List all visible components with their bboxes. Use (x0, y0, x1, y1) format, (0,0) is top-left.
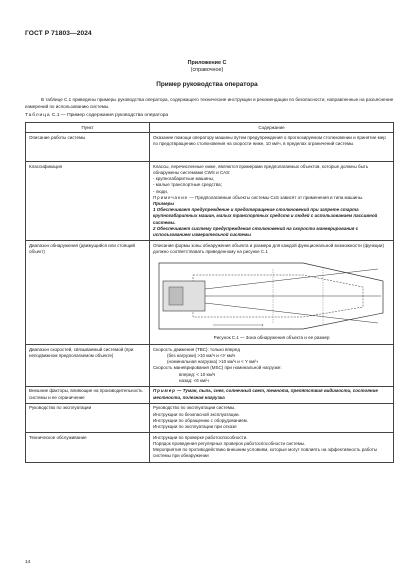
content-line: назад: <6 км/ч (179, 377, 209, 383)
table-row (26, 241, 394, 345)
table-caption-text: С.1 — Пример содержания руководства оператора (51, 113, 169, 118)
column-header-item: Пункт (26, 123, 150, 133)
operator-manual-table (25, 122, 394, 463)
table-row (26, 162, 394, 241)
intro-paragraph: В таблице С.1 приведены примеры руководства оператора, содержащего технические инструкции и рекомендации по безопасности, направленные на разъяснение измерений по использованию системы. (25, 97, 394, 109)
detection-zone-diagram (153, 259, 387, 333)
row-content (150, 403, 394, 432)
row-item: Внешние факторы, влияющие на производительность системы и ее ограничение (26, 386, 150, 403)
table-caption (25, 113, 168, 118)
standard-header: ГОСТ Р 71803—2024 (25, 30, 92, 37)
content-line: - крупногабаритные машины, (153, 176, 215, 182)
page-number: 14 (25, 560, 31, 565)
row-content (150, 386, 394, 403)
table-row (26, 133, 394, 162)
table-caption-label: Таблица (25, 113, 51, 118)
row-content (150, 162, 394, 241)
beam-line (205, 303, 378, 323)
content-line: Классы, перечисленные ниже, являются примерами предполагаемых объектов, которые должны быть обнаружены системами CWS и CAS: (153, 163, 369, 175)
content-line: вперед: < 10 км/ч (179, 371, 216, 377)
content-line: (номинальная нагрузка) >10 км/ч и < Y км/ч (167, 359, 258, 365)
content-line: - люди. (153, 188, 169, 194)
content-line: Скорость маневрирования (MSC) при номинальной нагрузке: (153, 365, 282, 371)
row-item: Классификация (26, 162, 150, 241)
content-line: Инструкции по безопасной эксплуатации. (153, 411, 240, 417)
appendix-note: (справочное) (190, 67, 224, 73)
content-line: - малые транспортные средства; (153, 182, 222, 188)
table-row (26, 345, 394, 387)
beam-line (205, 269, 378, 289)
note-label: Примечание (153, 194, 189, 200)
row-item: Техническое обслуживание (26, 433, 150, 462)
appendix-title: Приложение С (187, 60, 227, 66)
row-content: Оказание помощи оператору машины путем предупреждения о прогнозируемом столкновении и принятие мер по предотвращению столкновения на скорости ниже, 10 км/ч, в пределах ограничений системы (150, 133, 394, 162)
row-item: Описание работы системы (26, 133, 150, 162)
content-line: Инструкции по эксплуатации при отказе (153, 423, 237, 429)
example-item: 1 Обеспечивает предупреждение и предотвращение столкновений при запрете старта крупногабаритных машин, малых транспортных средств и людей с использованием пассивной системы. (153, 207, 378, 225)
appendix-heading: Пример руководства оператора (156, 81, 258, 88)
table-row (26, 386, 394, 403)
row-item: Диапазон обнаружения (движущийся или стоящий объект) (26, 241, 150, 345)
note-text: — Предполагаемые объекты системы CxS зависят от применения и типа машины. (189, 194, 364, 200)
column-header-content: Содержание (150, 123, 394, 133)
example-item: 2 Обеспечивает систему предупреждения столкновений на скорости маневрирования с использованием измерительной системы (153, 225, 359, 237)
content-line: Инструкции по обращению с оборудованием. (153, 417, 249, 423)
figure-caption: Рисунок С.1 — Зона обнаружения объекта и ее размер (213, 335, 330, 341)
note (153, 195, 390, 201)
examples-label: Примеры (153, 200, 175, 206)
content-line: Скорость движения (TBC): только вперед (153, 346, 240, 352)
example-label: Пример (153, 388, 176, 394)
table-row (26, 403, 394, 432)
content-line: Мероприятия по противодействию внешним условиям, которые могут повлиять на эффективность работы системы при обнаружении (153, 447, 378, 459)
row-content (150, 241, 394, 345)
row-content (150, 433, 394, 462)
content-line: (без нагрузки) >10 км/ч и <У км/ч (167, 352, 236, 358)
table-header-row (26, 123, 394, 133)
row-item: Диапазон скоростей, связываемый системой (при неподвижном предполагаемом объекте) (26, 345, 150, 387)
content-line: Руководство по эксплуатации системы. (153, 405, 236, 411)
example-text: — Туман, пыль, снег, солнечный свет, темнота, препятствия видимости, состояние местности, полезная нагрузка (153, 388, 378, 400)
table-row (26, 433, 394, 462)
content-line: Инструкции по проверке работоспособности. (153, 434, 248, 440)
content-line: Порядок проведения регулярных проверок работоспособности системы. (153, 440, 306, 446)
row-item: Руководство по эксплуатации (26, 403, 150, 432)
row-content (150, 345, 394, 387)
content-text: Описание формы зоны обнаружения объекта и размера для каждой функциональной возможности (функции) должно соответствовать приведенному на рисунке С.1 (153, 242, 384, 254)
detection-zone-figure (153, 259, 387, 333)
